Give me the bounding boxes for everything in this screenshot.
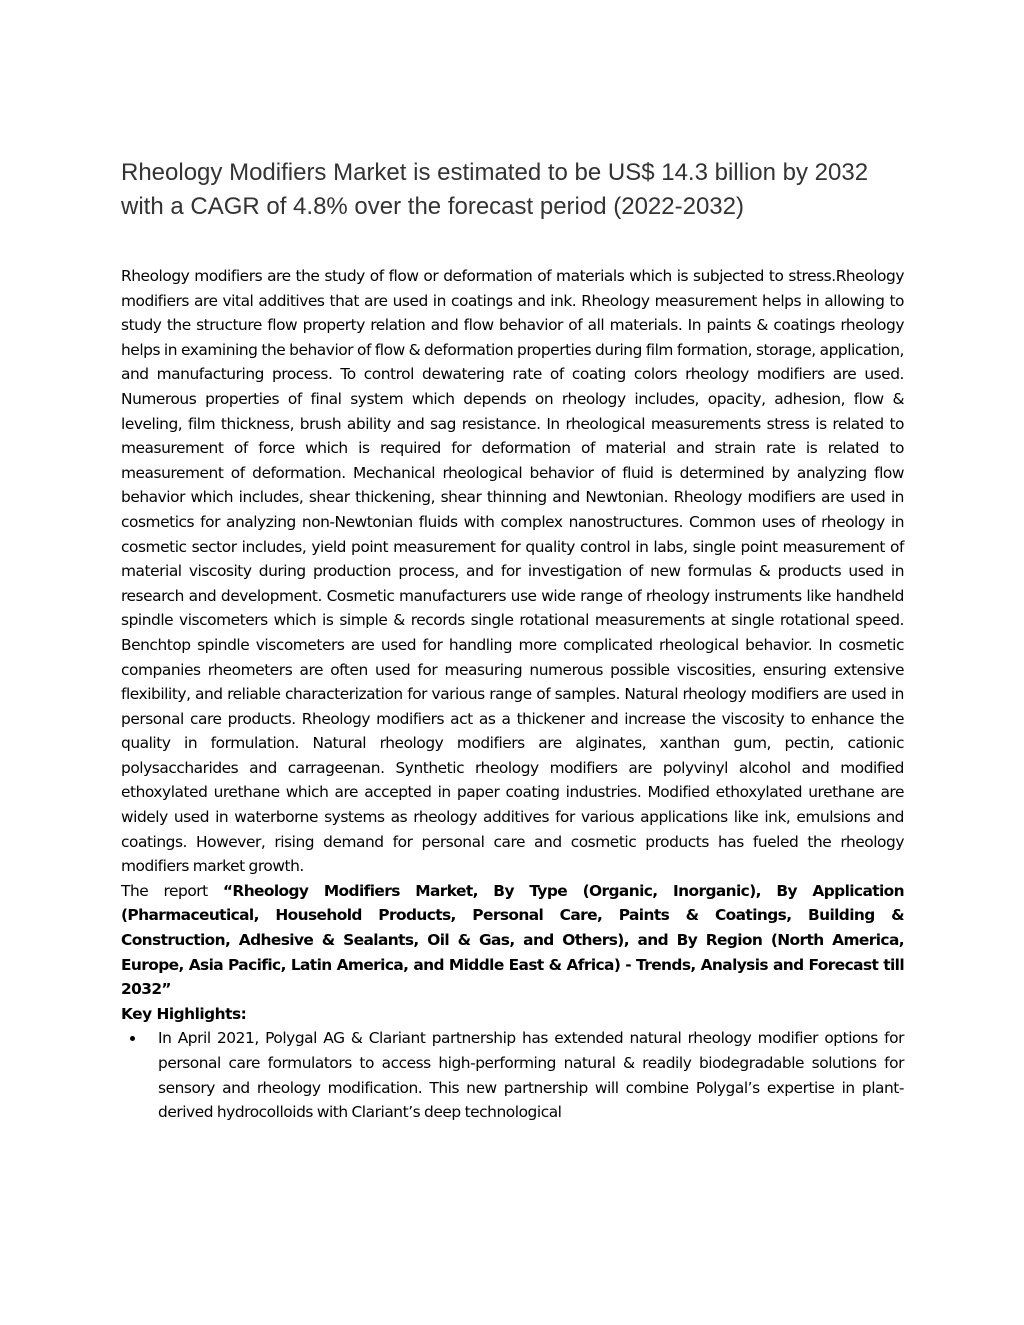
- bullet-icon: [130, 1036, 135, 1041]
- body-paragraph: Rheology modifiers are the study of flow or deformation of materials which is subjected to stress.Rheology modifiers are vital additives that are used in coatings and ink. Rheology measurement helps in allowing to study the structure flow property relation and flow behavior of all materials. In paints & coatings rheology helps in examining the behavior of flow & deformation properties during film formation, storage, application, and manufacturing process. To control dewatering rate of coating colors rheology modifiers are used. Numerous properties of final system which depends on rheology includes, opacity, adhesion, flow & leveling, film thickness, brush ability and sag resistance. In rheological measurements stress is related to measurement of force which is required for deformation of material and strain rate is related to measurement of deformation. Mechanical rheological behavior of fluid is determined by analyzing flow behavior which includes, shear thickening, shear thinning and Newtonian. Rheology modifiers are used in cosmetics for analyzing non-Newtonian fluids with complex nanostructures. Common uses of rheology in cosmetic sector includes, yield point measurement for quality control in labs, single point measurement of material viscosity during production process, and for investigation of new formulas & products used in research and development. Cosmetic manufacturers use wide range of rheology instruments like handheld spindle viscometers which is simple & records single rotational measurements at single rotational speed. Benchtop spindle viscometers are used for handling more complicated rheological behavior. In cosmetic companies rheometers are often used for measuring numerous possible viscosities, ensuring extensive flexibility, and reliable characterization for various range of samples. Natural rheology modifiers are used in personal care products. Rheology modifiers act as a thickener and increase the viscosity to enhance the quality in formulation. Natural rheology modifiers are alginates, xanthan gum, pectin, cationic polysaccharides and carrageenan. Synthetic rheology modifiers are polyvinyl alcohol and modified ethoxylated urethane which are accepted in paper coating industries. Modified ethoxylated urethane are widely used in waterborne systems as rheology additives for various applications like ink, emulsions and coatings. However, rising demand for personal care and cosmetic products has fueled the rheology modifiers market growth.: [121, 267, 904, 876]
- document-page: [121, 156, 904, 1125]
- list-item: [121, 1026, 904, 1124]
- report-title: “Rheology Modifiers Market, By Type (Organic, Inorganic), By Application (Pharmaceutical, Household Products, Personal Care, Paints & Coatings, Building & Construction, Adhesive & Sealants, Oil & Gas, and Others), and By Region (North America, Europe, Asia Pacific, Latin America, and Middle East & Africa) - Trends, Analysis and Forecast till 2032”: [121, 881, 904, 999]
- highlight-text: In April 2021, Polygal AG & Clariant partnership has extended natural rheology modifier options for personal care formulators to access high-performing natural & readily biodegradable solutions for sensory and rheology modification. This new partnership will combine Polygal’s expertise in plant-derived hydrocolloids with Clariant’s deep technological: [158, 1029, 904, 1122]
- report-prefix: The report: [121, 881, 223, 900]
- page-title: Rheology Modifiers Market is estimated to be US$ 14.3 billion by 2032 with a CAGR of 4.8% over the forecast period (2022-2032): [121, 159, 869, 220]
- highlights-list: [121, 1026, 904, 1124]
- report-paragraph: [121, 879, 904, 1002]
- key-highlights-heading: Key Highlights:: [121, 1004, 247, 1023]
